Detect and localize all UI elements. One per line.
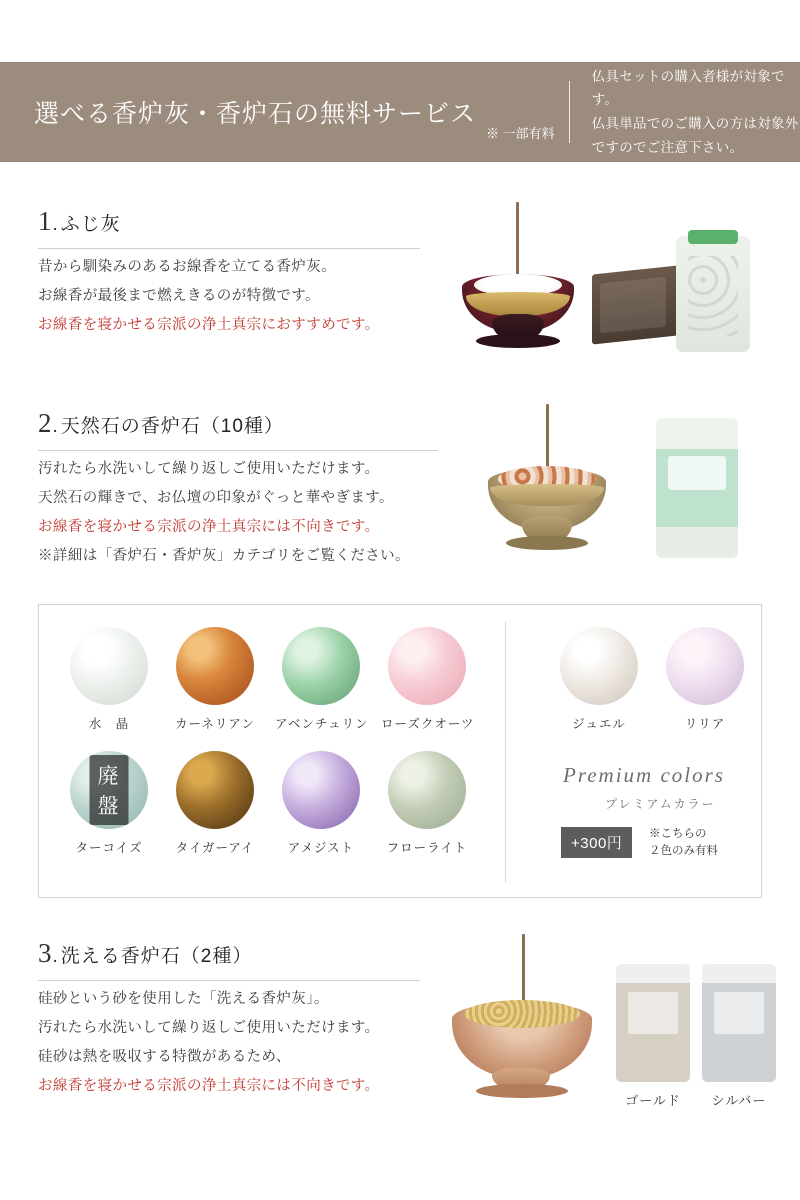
washable-caption-gold: ゴールド: [625, 1093, 681, 1108]
ash-box-label: [600, 277, 666, 334]
price-note: [649, 826, 718, 861]
section-1-number: 1: [38, 206, 52, 236]
section-3-line: 硅砂という砂を使用した「洗える香炉灰」。: [38, 991, 329, 1007]
banner-title: 選べる香炉灰・香炉石の無料サービス: [34, 100, 477, 128]
gold-sand-bag-label: [628, 992, 678, 1034]
stone-bag-label: [668, 456, 726, 490]
banner-description-line: ですのでご注意下さい。: [591, 139, 744, 155]
stone-swatch: [666, 627, 744, 705]
bowl-base-shape: [476, 334, 560, 348]
washable-caption-silver: シルバー: [711, 1093, 767, 1108]
stone-label: リリア: [684, 717, 726, 731]
section-1-title: ふじ灰: [60, 214, 121, 235]
section-3-line: 汚れたら水洗いして繰り返しご使用いただけます。: [38, 1020, 380, 1036]
section-3-dot: .: [52, 946, 58, 967]
section-3-line: 硅砂は熱を吸収する特徴があるため、: [38, 1049, 291, 1065]
section-2-body: [38, 455, 468, 571]
stone-item-carnelian[interactable]: [169, 627, 261, 732]
ash-bag-pattern: [688, 256, 738, 336]
section-3-rule: [38, 980, 420, 981]
stone-item-rose-quartz[interactable]: [381, 627, 473, 732]
banner-divider: [569, 81, 570, 143]
natural-stone-photo-art: [460, 404, 770, 584]
stone-swatch: [282, 751, 360, 829]
section-1-line-warning: お線香を寝かせる宗派の浄土真宗におすすめです。: [38, 317, 380, 333]
section-2-line-warning: お線香を寝かせる宗派の浄土真宗には不向きです。: [38, 519, 380, 535]
section-2-number: 2: [38, 408, 52, 438]
section-fuji-ash: [38, 206, 458, 340]
stone-color-panel: [38, 604, 762, 898]
stone-swatch: [560, 627, 638, 705]
washable-stone-photo: [430, 930, 770, 1115]
section-1-dot: .: [52, 214, 58, 235]
stone-item-aventurine[interactable]: [275, 627, 367, 732]
stone-item-tigers-eye[interactable]: [169, 751, 261, 856]
silver-sand-bag-label: [714, 992, 764, 1034]
stone-swatch: [176, 627, 254, 705]
banner-note: ※ 一部有料: [486, 126, 555, 141]
stone-swatch: [70, 627, 148, 705]
stone-item-lilia[interactable]: [659, 627, 751, 732]
stone-item-turquoise[interactable]: [63, 751, 155, 856]
banner-description-line: 仏具セットの購入者様が対象です。: [591, 68, 785, 108]
stone-item-fluorite[interactable]: [381, 751, 473, 856]
banner-description-line: 仏具単品でのご購入の方は対象外: [591, 116, 799, 131]
section-1-line: 昔から馴染みのあるお線香を立てる香炉灰。: [38, 259, 336, 275]
silica-sand-shape: [464, 1000, 580, 1028]
stone-label: ローズクオーツ: [381, 717, 475, 731]
discontinued-badge: 廃盤: [90, 755, 129, 825]
stone-swatch: [176, 751, 254, 829]
bowl-base-shape: [506, 536, 588, 550]
section-1-line: お線香が最後まで燃えきるのが特徴です。: [38, 288, 320, 304]
section-2-rule: [38, 450, 438, 451]
section-3-heading: [38, 938, 468, 969]
fuji-ash-photo: [440, 196, 770, 371]
stone-label: カーネリアン: [175, 717, 255, 731]
stone-label: アメジスト: [287, 841, 355, 855]
natural-stone-photo: [460, 404, 770, 584]
section-2-line: 汚れたら水洗いして繰り返しご使用いただけます。: [38, 461, 380, 477]
section-1-heading: [38, 206, 458, 237]
banner-title-group: [0, 94, 555, 141]
washable-stone-photo-art: [430, 930, 770, 1115]
stone-item-suisho[interactable]: [63, 627, 155, 732]
section-3-title: 洗える香炉石（2種）: [60, 946, 253, 967]
stone-swatch: [388, 627, 466, 705]
stone-label: アベンチュリン: [275, 717, 369, 731]
section-2-title: 天然石の香炉石（10種）: [60, 416, 284, 437]
banner-description: [592, 65, 800, 160]
section-washable-stone: [38, 938, 468, 1101]
price-note-line: ２色のみ有料: [649, 845, 718, 858]
section-1-rule: [38, 248, 420, 249]
panel-divider: [505, 621, 506, 883]
section-2-line-note: ※詳細は「香炉石・香炉灰」カテゴリをご覧ください。: [38, 548, 410, 564]
section-natural-stone: [38, 408, 468, 571]
ash-bag-top-seal: [688, 230, 738, 244]
stone-label: 水 晶: [88, 717, 130, 731]
section-2-heading: [38, 408, 468, 439]
price-note-line: ※こちらの: [649, 828, 707, 840]
price-badge: +300円: [561, 827, 632, 858]
section-1-body: [38, 253, 458, 340]
stone-swatch: [388, 751, 466, 829]
bowl-base-shape: [476, 1084, 568, 1098]
section-2-line: 天然石の輝きで、お仏壇の印象がぐっと華やぎます。: [38, 490, 394, 506]
stone-swatch: [282, 627, 360, 705]
stone-label: ターコイズ: [75, 841, 143, 855]
fuji-ash-photo-art: [440, 196, 770, 371]
section-3-line-warning: お線香を寝かせる宗派の浄土真宗には不向きです。: [38, 1078, 380, 1094]
stone-label: ジュエル: [572, 717, 626, 731]
stone-swatch: [70, 751, 148, 829]
stone-item-jewel[interactable]: [553, 627, 645, 732]
section-3-number: 3: [38, 938, 52, 968]
header-banner: [0, 62, 800, 162]
stone-label: タイガーアイ: [175, 841, 255, 855]
premium-colors-subtitle: プレミアムカラー: [605, 797, 716, 811]
stone-label: フローライト: [386, 841, 468, 855]
section-2-dot: .: [52, 416, 58, 437]
stone-item-amethyst[interactable]: [275, 751, 367, 856]
premium-colors-title: Premium colors: [563, 763, 725, 787]
section-3-body: [38, 985, 468, 1101]
